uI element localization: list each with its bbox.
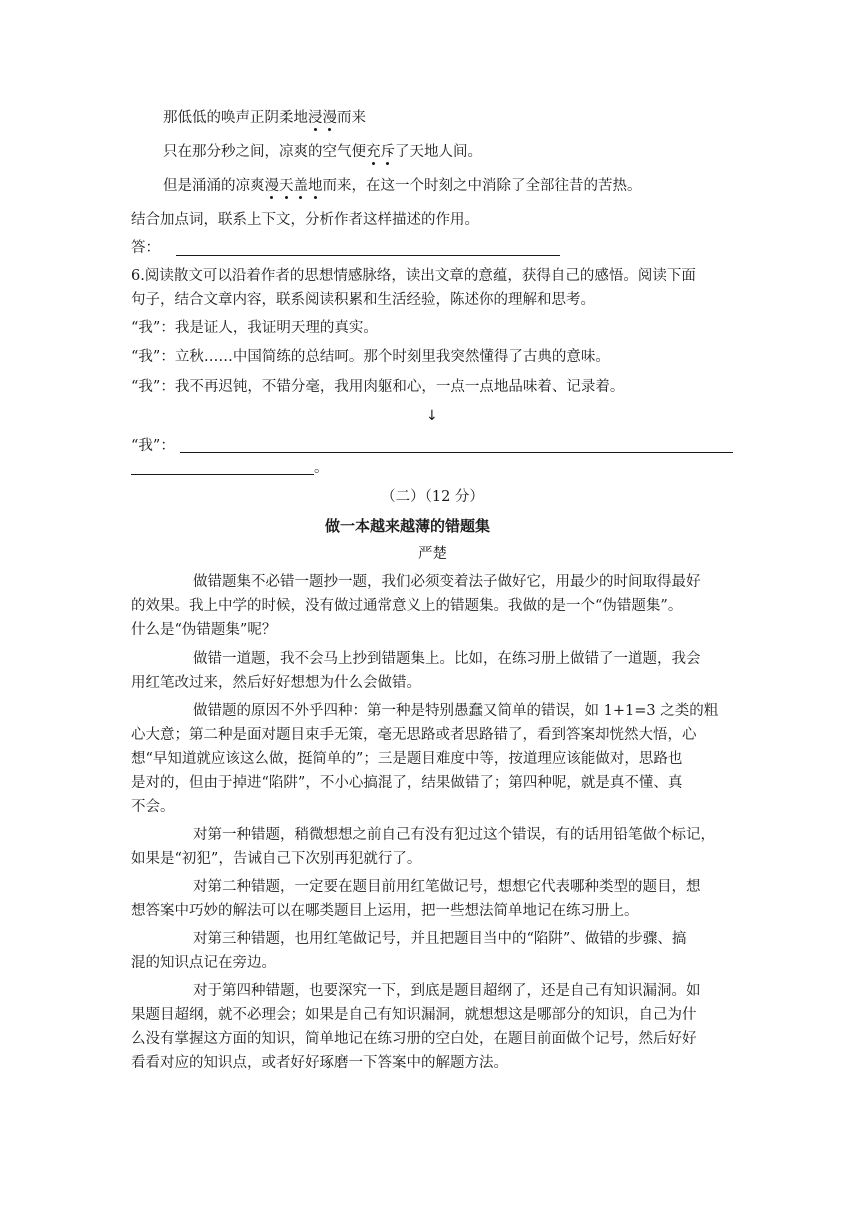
quote-line-3 (163, 176, 642, 196)
emphasized-char: 天 (279, 178, 294, 194)
emphasized-char: 漫 (322, 110, 337, 126)
p4-line-1: 对第一种错题，稍微想想之前自己有没有犯过这个错误，有的话用铅笔做个标记， (193, 827, 715, 843)
q6-answer-end: 。 (314, 460, 329, 476)
p1-line-3: 什么是“伪错题集”呢？ (131, 622, 277, 638)
quote-line-2 (163, 142, 482, 162)
quote-text: 只在那分秒之间，凉爽的空气便 (163, 144, 366, 160)
quote-text: 但是涌涌的凉爽 (163, 178, 265, 194)
p4-line-2: 如果是“初犯”，告诫自己下次别再犯就行了。 (131, 851, 422, 867)
p1-line-1: 做错题集不必错一题抄一题，我们必须变着法子做好它，用最少的时间取得最好 (193, 574, 701, 590)
q6-answer-line-1[interactable] (180, 452, 733, 453)
q6-item-2: “我”：立秋……中国简练的总结呵。那个时刻里我突然懂得了古典的意味。 (131, 349, 610, 365)
q6-prompt-line-2: 句子，结合文章内容，联系阅读积累和生活经验，陈述你的理解和思考。 (131, 292, 595, 308)
down-arrow-icon: ↓ (426, 408, 438, 424)
p2-line-2: 用红笔改过来，然后好好想想为什么会做错。 (131, 675, 421, 691)
emphasized-char: 充 (366, 144, 381, 160)
q5-answer-label: 答： (131, 240, 160, 256)
q6-item-3: “我”：我不再迟钝，不错分毫，我用肉躯和心，一点一点地品味着、记录着。 (131, 379, 625, 395)
article-title: 做一本越来越薄的错题集 (324, 517, 490, 535)
p3-line-3: 想“早知道就应该这么做，挺简单的”；三是题目难度中等，按道理应该能做对，思路也 (131, 751, 683, 767)
p3-line-5: 不会。 (131, 799, 175, 815)
q5-instruction: 结合加点词，联系上下文，分析作者这样描述的作用。 (131, 212, 479, 228)
article-author: 严楚 (418, 546, 447, 562)
p5-line-2: 想答案中巧妙的解法可以在哪类题目上运用，把一些想法简单地记在练习册上。 (131, 903, 639, 919)
q6-answer-line-2[interactable] (131, 474, 314, 475)
emphasized-char: 漫 (264, 178, 279, 194)
p3-line-2: 心大意；第二种是面对题目束手无策，毫无思路或者思路错了，看到答案却恍然大悟，心 (131, 727, 697, 743)
emphasized-char: 斥 (380, 144, 395, 160)
q6-prompt-line-1: 6.阅读散文可以沿着作者的思想情感脉络，读出文章的意蕴，获得自己的感悟。阅读下面 (131, 268, 696, 284)
q5-answer-line[interactable] (176, 255, 560, 256)
q6-answer-prefix: “我”： (131, 438, 175, 454)
section-heading: （二）（12 分） (381, 489, 484, 505)
p7-line-4: 看看对应的知识点，或者好好琢磨一下答案中的解题方法。 (131, 1055, 508, 1071)
quote-text: 那低低的唤声正阴柔地 (163, 110, 308, 126)
q6-item-1: “我”：我是证人，我证明天理的真实。 (131, 320, 378, 336)
emphasized-char: 地 (308, 178, 323, 194)
quote-text: 了天地人间。 (395, 144, 482, 160)
quote-text: 而来 (337, 110, 366, 126)
p7-line-2: 果题目超纲，就不必理会；如果是自己有知识漏洞，就想想这是哪部分的知识，自己为什 (131, 1007, 697, 1023)
emphasized-char: 盖 (293, 178, 308, 194)
quote-text: 而来，在这一个时刻之中消除了全部往昔的苦热。 (322, 178, 642, 194)
quote-line-1 (163, 108, 366, 128)
p2-line-1: 做错一道题，我不会马上抄到错题集上。比如，在练习册上做错了一道题，我会 (193, 651, 701, 667)
p6-line-1: 对第三种错题，也用红笔做记号，并且把题目当中的“陷阱”、做错的步骤、搞 (193, 931, 687, 947)
p1-line-2: 的效果。我上中学的时候，没有做过通常意义上的错题集。我做的是一个“伪错题集”。 (131, 598, 683, 614)
p7-line-3: 么没有掌握这方面的知识，简单地记在练习册的空白处，在题目前面做个记号，然后好好 (131, 1031, 697, 1047)
p6-line-2: 混的知识点记在旁边。 (131, 955, 276, 971)
p3-line-4: 是对的，但由于掉进“陷阱”，不小心搞混了，结果做错了；第四种呢，就是真不懂、真 (131, 775, 683, 791)
p3-line-1: 做错题的原因不外乎四种：第一种是特别愚蠢又简单的错误，如 1+1=3 之类的粗 (193, 703, 719, 719)
emphasized-char: 浸 (308, 110, 323, 126)
p5-line-1: 对第二种错题，一定要在题目前用红笔做记号，想想它代表哪种类型的题目，想 (193, 879, 701, 895)
p7-line-1: 对于第四种错题，也要深究一下，到底是题目超纲了，还是自己有知识漏洞。如 (193, 983, 701, 999)
